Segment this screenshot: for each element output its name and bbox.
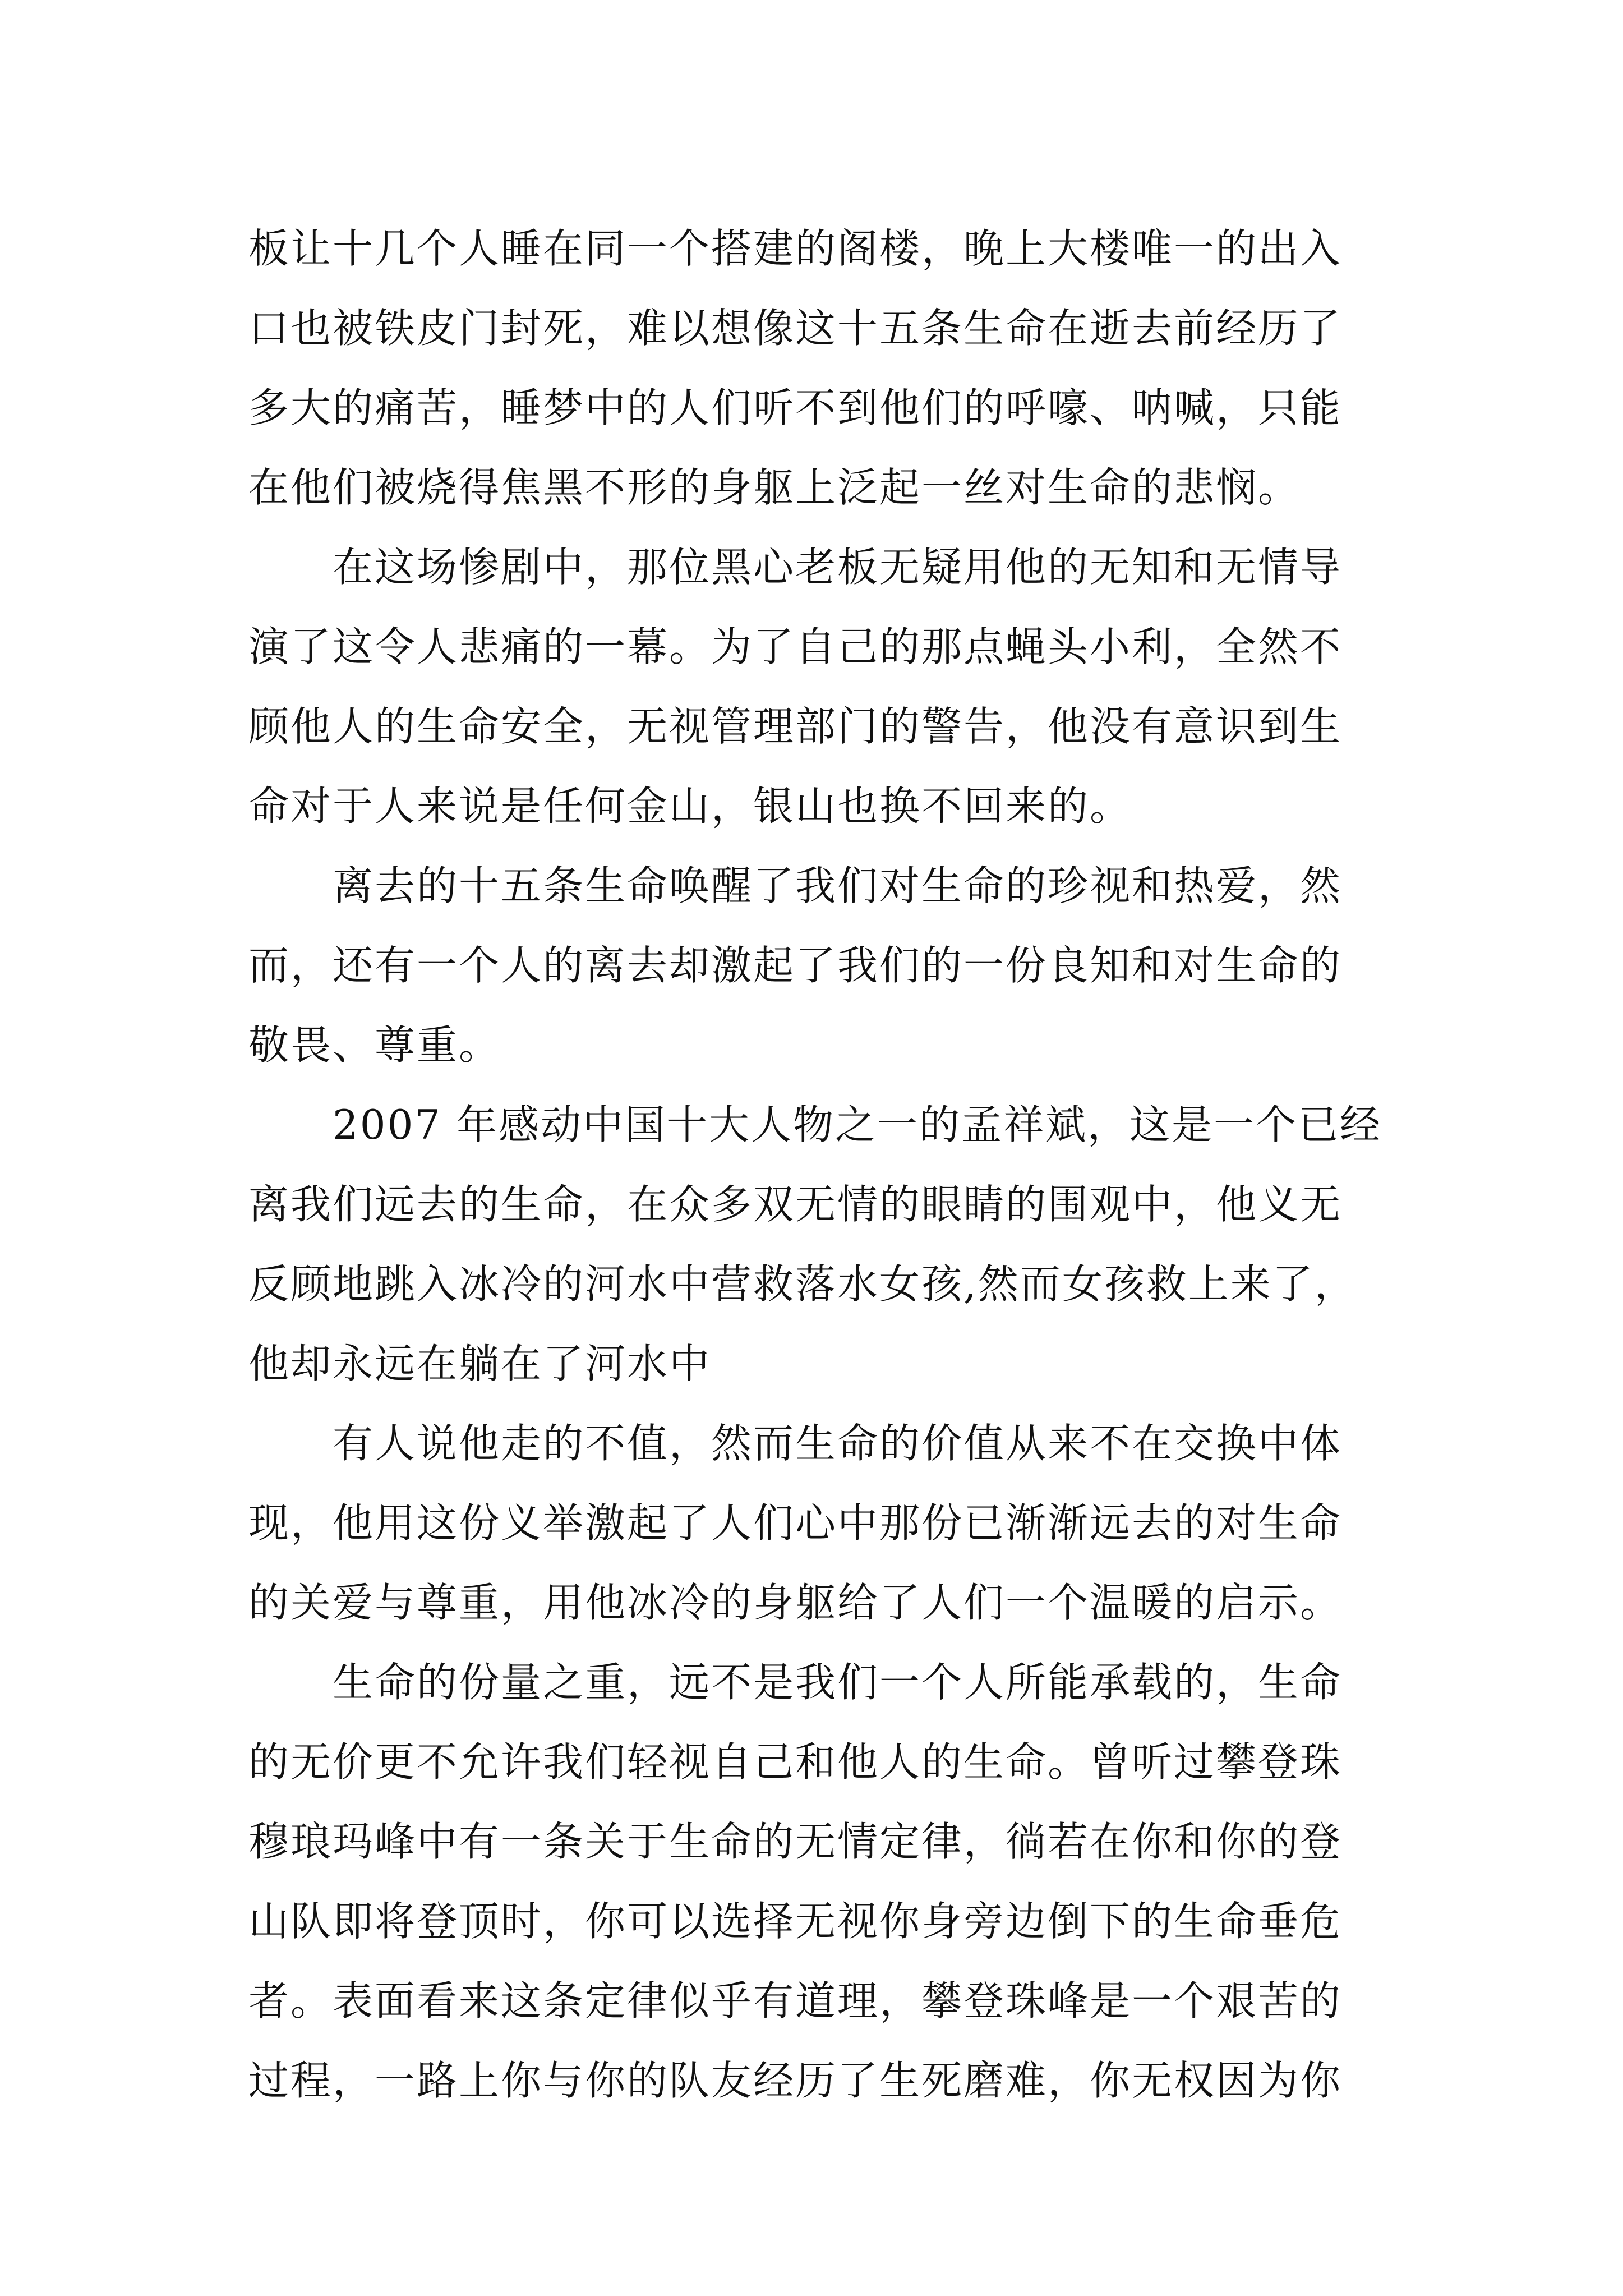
text-line: 穆琅玛峰中有一条关于生命的无情定律，徜若在你和你的登 [248, 1818, 1343, 1865]
text-line: 者。表面看来这条定律似乎有道理，攀登珠峰是一个艰苦的 [248, 1977, 1343, 2024]
text-line: 顾他人的生命安全，无视管理部门的警告，他没有意识到生 [248, 703, 1343, 750]
text-line: 过程，一路上你与你的队友经历了生死磨难，你无权因为你 [248, 2057, 1343, 2104]
text-line: 2007 年感动中国十大人物之一的孟祥斌，这是一个已经 [333, 1101, 1382, 1148]
text-line: 口也被铁皮门封死，难以想像这十五条生命在逝去前经历了 [248, 305, 1343, 352]
text-line: 的无价更不允许我们轻视自己和他人的生命。曾听过攀登珠 [248, 1738, 1343, 1786]
text-line: 板让十几个人睡在同一个搭建的阁楼，晚上大楼唯一的出入 [248, 225, 1343, 272]
text-line: 命对于人来说是任何金山，银山也换不回来的。 [248, 783, 1132, 830]
text-line: 敬畏、尊重。 [248, 1022, 501, 1069]
text-line: 离我们远去的生命，在众多双无情的眼睛的围观中，他义无 [248, 1181, 1343, 1228]
text-line: 离去的十五条生命唤醒了我们对生命的珍视和热爱，然 [333, 862, 1343, 909]
text-line: 在他们被烧得焦黑不形的身躯上泛起一丝对生命的悲悯。 [248, 464, 1301, 511]
text-line: 多大的痛苦，睡梦中的人们听不到他们的呼嚎、呐喊，只能 [248, 384, 1343, 431]
text-line: 生命的份量之重，远不是我们一个人所能承载的，生命 [333, 1659, 1343, 1706]
text-line: 山队即将登顶时，你可以选择无视你身旁边倒下的生命垂危 [248, 1898, 1343, 1945]
text-line: 现，他用这份义举激起了人们心中那份已渐渐远去的对生命 [248, 1499, 1343, 1547]
body-text [248, 209, 1398, 2120]
text-line: 在这场惨剧中，那位黑心老板无疑用他的无知和无情导 [333, 544, 1343, 591]
text-line: 而，还有一个人的离去却激起了我们的一份良知和对生命的 [248, 942, 1343, 989]
text-line: 反顾地跳入冰冷的河水中营救落水女孩,然而女孩救上来了， [248, 1260, 1357, 1308]
text-line: 的关爱与尊重，用他冰冷的身躯给了人们一个温暖的启示。 [248, 1579, 1343, 1626]
text-line: 有人说他走的不值，然而生命的价值从来不在交换中体 [333, 1420, 1343, 1467]
text-line: 他却永远在躺在了河水中 [248, 1340, 712, 1387]
text-line: 演了这令人悲痛的一幕。为了自己的那点蝇头小利，全然不 [248, 623, 1343, 670]
